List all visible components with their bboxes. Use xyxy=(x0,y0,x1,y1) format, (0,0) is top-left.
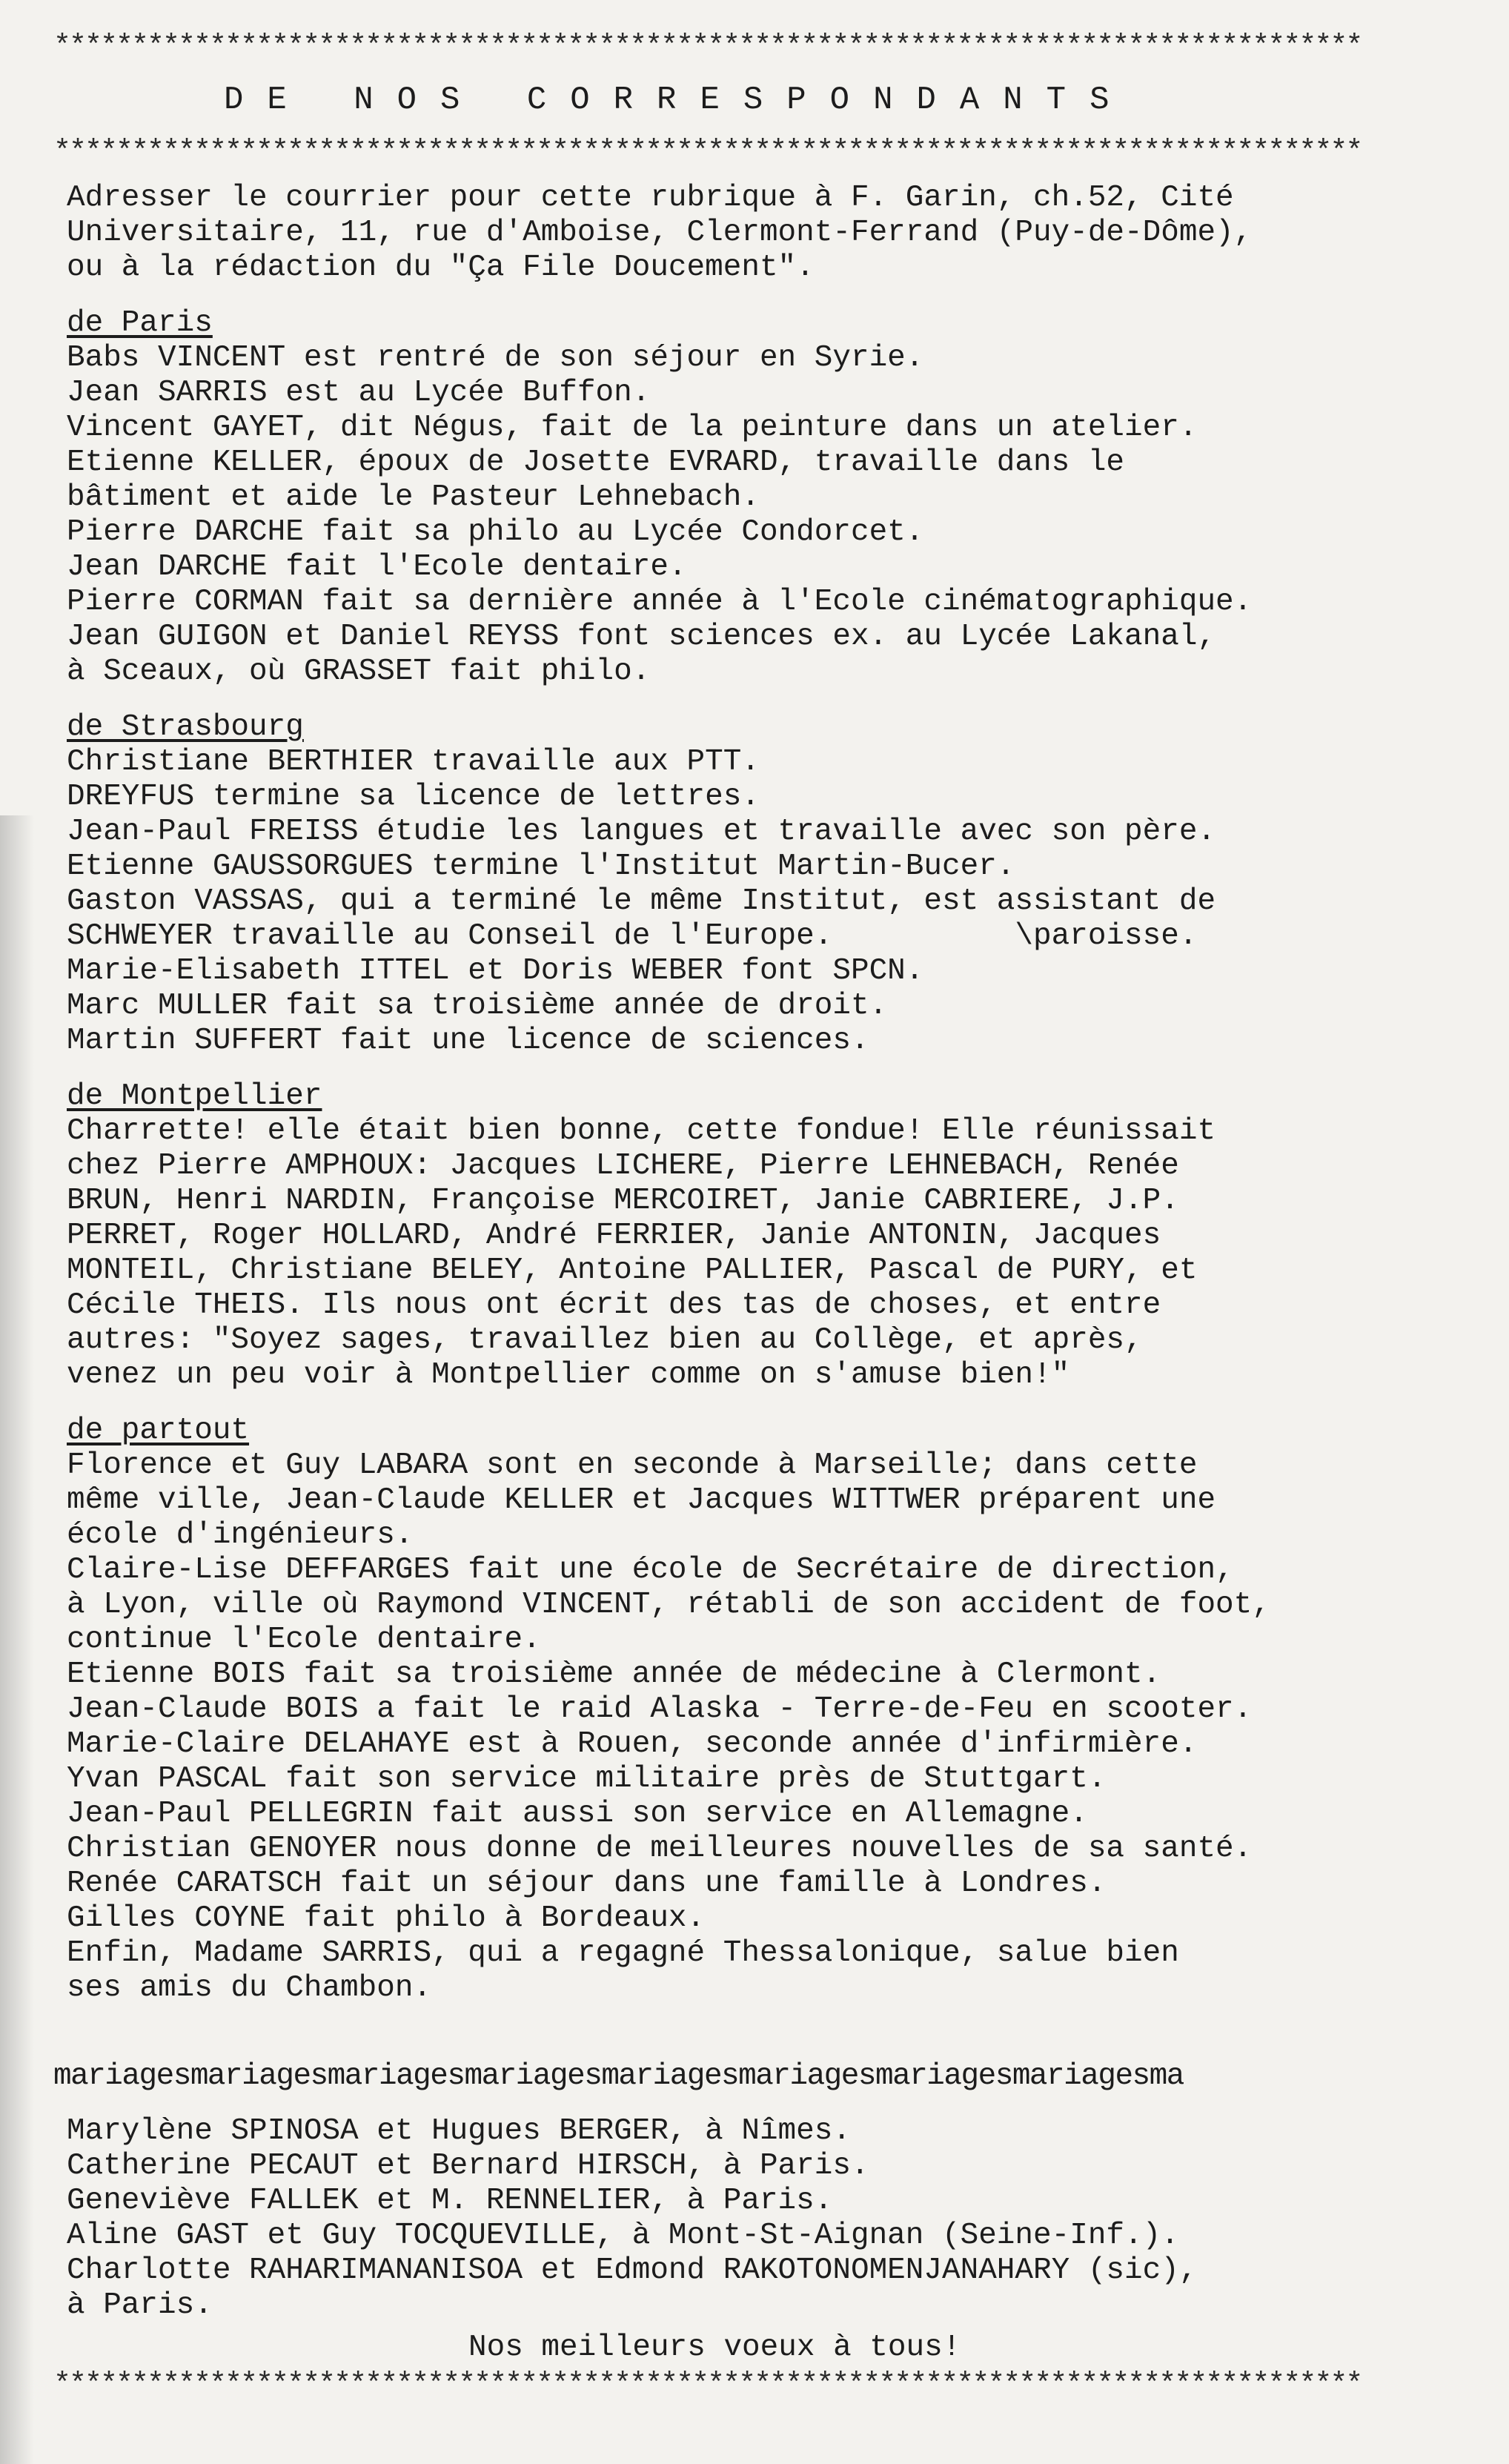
news-line: MONTEIL, Christiane BELEY, Antoine PALLIER, Pascal de PURY, et xyxy=(67,1253,1198,1288)
news-line: Enfin, Madame SARRIS, qui a regagné Thessalonique, salue bien xyxy=(67,1936,1179,1970)
mariages-list xyxy=(53,2114,1479,2323)
intro-line: ou à la rédaction du "Ça File Doucement". xyxy=(67,251,815,285)
news-line: bâtiment et aide le Pasteur Lehnebach. xyxy=(67,480,760,514)
news-line: chez Pierre AMPHOUX: Jacques LICHERE, Pierre LEHNEBACH, Renée xyxy=(67,1149,1179,1183)
section-montpellier xyxy=(53,1079,1479,1393)
news-line: Claire-Lise DEFFARGES fait une école de Secrétaire de direction, xyxy=(67,1553,1234,1587)
news-line: Marie-Claire DELAHAYE est à Rouen, seconde année d'infirmière. xyxy=(67,1727,1198,1761)
section-heading: de Montpellier xyxy=(67,1079,322,1113)
intro-line: Universitaire, 11, rue d'Amboise, Clermont-Ferrand (Puy-de-Dôme), xyxy=(67,216,1253,250)
top-star-rule: ************************************************************************************ xyxy=(53,30,1362,64)
news-line: Etienne GAUSSORGUES termine l'Institut Martin-Bucer. xyxy=(67,850,1015,884)
page-title: DE NOS CORRESPONDANTS xyxy=(224,82,1133,119)
section-strasbourg xyxy=(53,710,1479,1059)
news-line: Renée CARATSCH fait un séjour dans une famille à Londres. xyxy=(67,1867,1107,1901)
news-line: Christiane BERTHIER travaille aux PTT. xyxy=(67,745,760,779)
mariage-line: Catherine PECAUT et Bernard HIRSCH, à Paris. xyxy=(67,2149,869,2183)
mariage-line: Geneviève FALLEK et M. RENNELIER, à Paris. xyxy=(67,2184,833,2218)
title-star-rule: ************************************************************************************ xyxy=(53,136,1362,169)
section-partout xyxy=(53,1414,1479,2006)
news-line: venez un peu voir à Montpellier comme on s'amuse bien!" xyxy=(67,1358,1070,1392)
news-line: à Lyon, ville où Raymond VINCENT, rétabli de son accident de foot, xyxy=(67,1588,1270,1622)
section-heading: de Paris xyxy=(67,306,213,340)
news-line: Cécile THEIS. Ils nous ont écrit des tas de choses, et entre xyxy=(67,1288,1161,1322)
news-line: DREYFUS termine sa licence de lettres. xyxy=(67,780,760,814)
news-line: à Sceaux, où GRASSET fait philo. xyxy=(67,655,651,689)
news-line: Pierre DARCHE fait sa philo au Lycée Condorcet. xyxy=(67,515,924,549)
news-line: Vincent GAYET, dit Négus, fait de la peinture dans un atelier. xyxy=(67,411,1198,445)
section-paris xyxy=(53,306,1479,689)
news-line: ses amis du Chambon. xyxy=(67,1971,432,2005)
news-line: PERRET, Roger HOLLARD, André FERRIER, Janie ANTONIN, Jacques xyxy=(67,1219,1161,1253)
news-line: Etienne BOIS fait sa troisième année de médecine à Clermont. xyxy=(67,1657,1161,1692)
mariage-line: à Paris. xyxy=(67,2288,213,2322)
news-line: Marc MULLER fait sa troisième année de droit. xyxy=(67,989,888,1023)
news-line: Gaston VASSAS, qui a terminé le même Institut, est assistant de xyxy=(67,884,1216,918)
news-line: Gilles COYNE fait philo à Bordeaux. xyxy=(67,1901,706,1935)
scan-edge-shadow xyxy=(0,815,34,2464)
mariage-line: Aline GAST et Guy TOCQUEVILLE, à Mont-St-Aignan (Seine-Inf.). xyxy=(67,2219,1179,2253)
news-line: Jean-Paul PELLEGRIN fait aussi son service en Allemagne. xyxy=(67,1797,1088,1831)
news-line: Babs VINCENT est rentré de son séjour en Syrie. xyxy=(67,341,924,375)
news-line: autres: "Soyez sages, travaillez bien au Collège, et après, xyxy=(67,1323,1143,1357)
news-line: Jean-Paul FREISS étudie les langues et travaille avec son père. xyxy=(67,815,1216,849)
news-line: Pierre CORMAN fait sa dernière année à l'Ecole cinématographique. xyxy=(67,585,1253,619)
news-line: Florence et Guy LABARA sont en seconde à Marseille; dans cette xyxy=(67,1448,1198,1483)
intro-paragraph xyxy=(53,181,1479,285)
news-line: Charrette! elle était bien bonne, cette fondue! Elle réunissait xyxy=(67,1114,1216,1148)
mariages-band: mariagesmariagesmariagesmariagesmariagesmariagesmariagesmariagesma xyxy=(53,2059,1184,2093)
news-line: Christian GENOYER nous donne de meilleures nouvelles de sa santé. xyxy=(67,1832,1253,1866)
intro-line: Adresser le courrier pour cette rubrique à F. Garin, ch.52, Cité xyxy=(67,181,1234,215)
news-line: continue l'Ecole dentaire. xyxy=(67,1623,541,1657)
news-line: Jean DARCHE fait l'Ecole dentaire. xyxy=(67,550,687,584)
news-line: même ville, Jean-Claude KELLER et Jacques WITTWER préparent une xyxy=(67,1483,1216,1517)
news-line: SCHWEYER travaille au Conseil de l'Europe. \paroisse. xyxy=(67,919,1198,953)
news-line: Etienne KELLER, époux de Josette EVRARD, travaille dans le xyxy=(67,446,1125,480)
news-line: Jean-Claude BOIS a fait le raid Alaska - Terre-de-Feu en scooter. xyxy=(67,1692,1253,1726)
news-line: Jean SARRIS est au Lycée Buffon. xyxy=(67,376,651,410)
news-line: Yvan PASCAL fait son service militaire près de Stuttgart. xyxy=(67,1762,1107,1796)
mariage-line: Charlotte RAHARIMANANISOA et Edmond RAKOTONOMENJANAHARY (sic), xyxy=(67,2253,1198,2288)
bottom-star-rule: ************************************************************************************ xyxy=(53,2368,1362,2402)
news-line: école d'ingénieurs. xyxy=(67,1518,414,1552)
closing-wishes: Nos meilleurs voeux à tous! xyxy=(468,2331,961,2365)
news-line: Marie-Elisabeth ITTEL et Doris WEBER font SPCN. xyxy=(67,954,924,988)
section-heading: de Strasbourg xyxy=(67,710,304,744)
news-line: Jean GUIGON et Daniel REYSS font sciences ex. au Lycée Lakanal, xyxy=(67,620,1216,654)
news-line: Martin SUFFERT fait une licence de sciences. xyxy=(67,1024,869,1058)
mariage-line: Marylène SPINOSA et Hugues BERGER, à Nîmes. xyxy=(67,2114,851,2148)
news-line: BRUN, Henri NARDIN, Françoise MERCOIRET, Janie CABRIERE, J.P. xyxy=(67,1184,1179,1218)
section-heading: de partout xyxy=(67,1414,250,1448)
